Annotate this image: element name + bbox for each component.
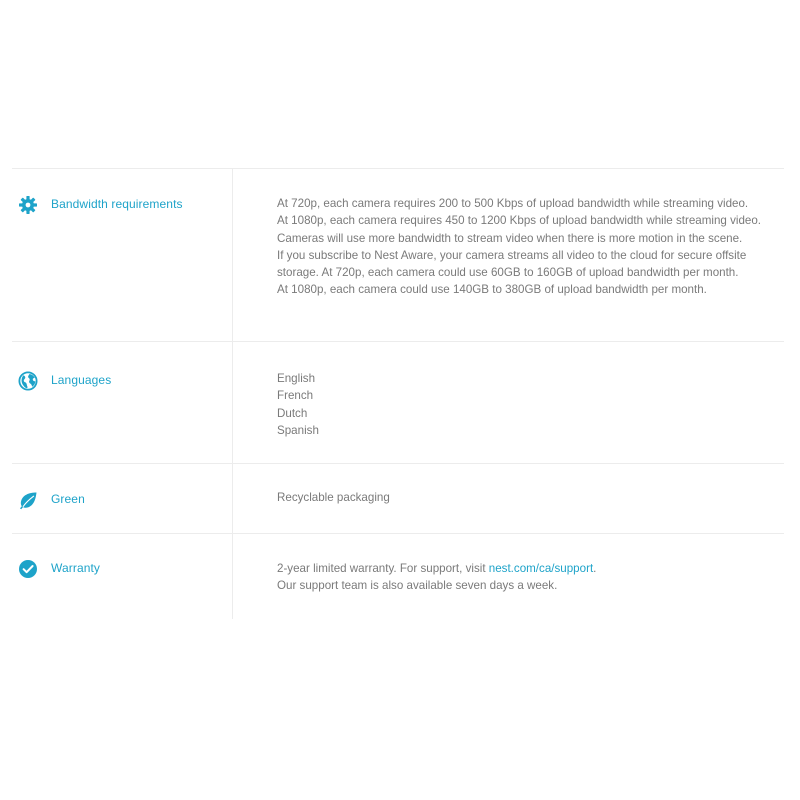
gear-icon [18,195,38,215]
product-specs-table [12,168,784,619]
language-item: Dutch [277,406,308,420]
bandwidth-line-1080p-monthly: At 1080p, each camera could use 140GB to 380GB of upload bandwidth per month. [277,283,707,297]
warranty-line [277,560,784,577]
spec-label-bandwidth [12,169,233,341]
globe-icon [18,371,38,391]
spec-label-languages [12,342,233,463]
spec-title-warranty: Warranty [51,561,101,575]
bandwidth-line-720p: At 720p, each camera requires 200 to 500 Kbps of upload bandwidth while streaming video. [277,197,749,210]
bandwidth-line-nest-aware: If you subscribe to Nest Aware, your camera streams all video to the cloud for secure offsite storage. At 720p, each camera could use 60GB to 160GB of upload bandwidth per month. [277,248,747,280]
spec-value-warranty [233,534,784,619]
check-circle-icon [18,559,38,579]
language-item: French [277,389,314,403]
spec-label-green [12,464,233,533]
spec-row-languages [12,341,784,463]
leaf-icon [18,490,38,510]
spec-title-green: Green [51,492,85,506]
spec-row-warranty [12,533,784,619]
green-line: Recyclable packaging [277,491,390,504]
warranty-text: 2-year limited warranty. For support, visit [277,562,489,575]
spec-label-warranty [12,534,233,619]
spec-row-green [12,463,784,533]
language-item: English [277,372,316,385]
support-availability-line: Our support team is also available seven days a week. [277,579,558,593]
spec-row-bandwidth [12,168,784,341]
bandwidth-line-1080p: At 1080p, each camera requires 450 to 1200 Kbps of upload bandwidth while streaming video. [277,214,762,228]
language-item: Spanish [277,423,319,437]
bandwidth-line-motion: Cameras will use more bandwidth to stream video when there is more motion in the scene. [277,231,743,245]
support-link[interactable]: nest.com/ca/support [488,562,594,575]
warranty-text-end: . [593,562,597,575]
spec-title-languages: Languages [51,373,112,387]
spec-value-languages [233,342,784,463]
spec-title-bandwidth: Bandwidth requirements [51,197,183,211]
spec-value-green [233,464,784,533]
spec-value-bandwidth [233,169,784,341]
